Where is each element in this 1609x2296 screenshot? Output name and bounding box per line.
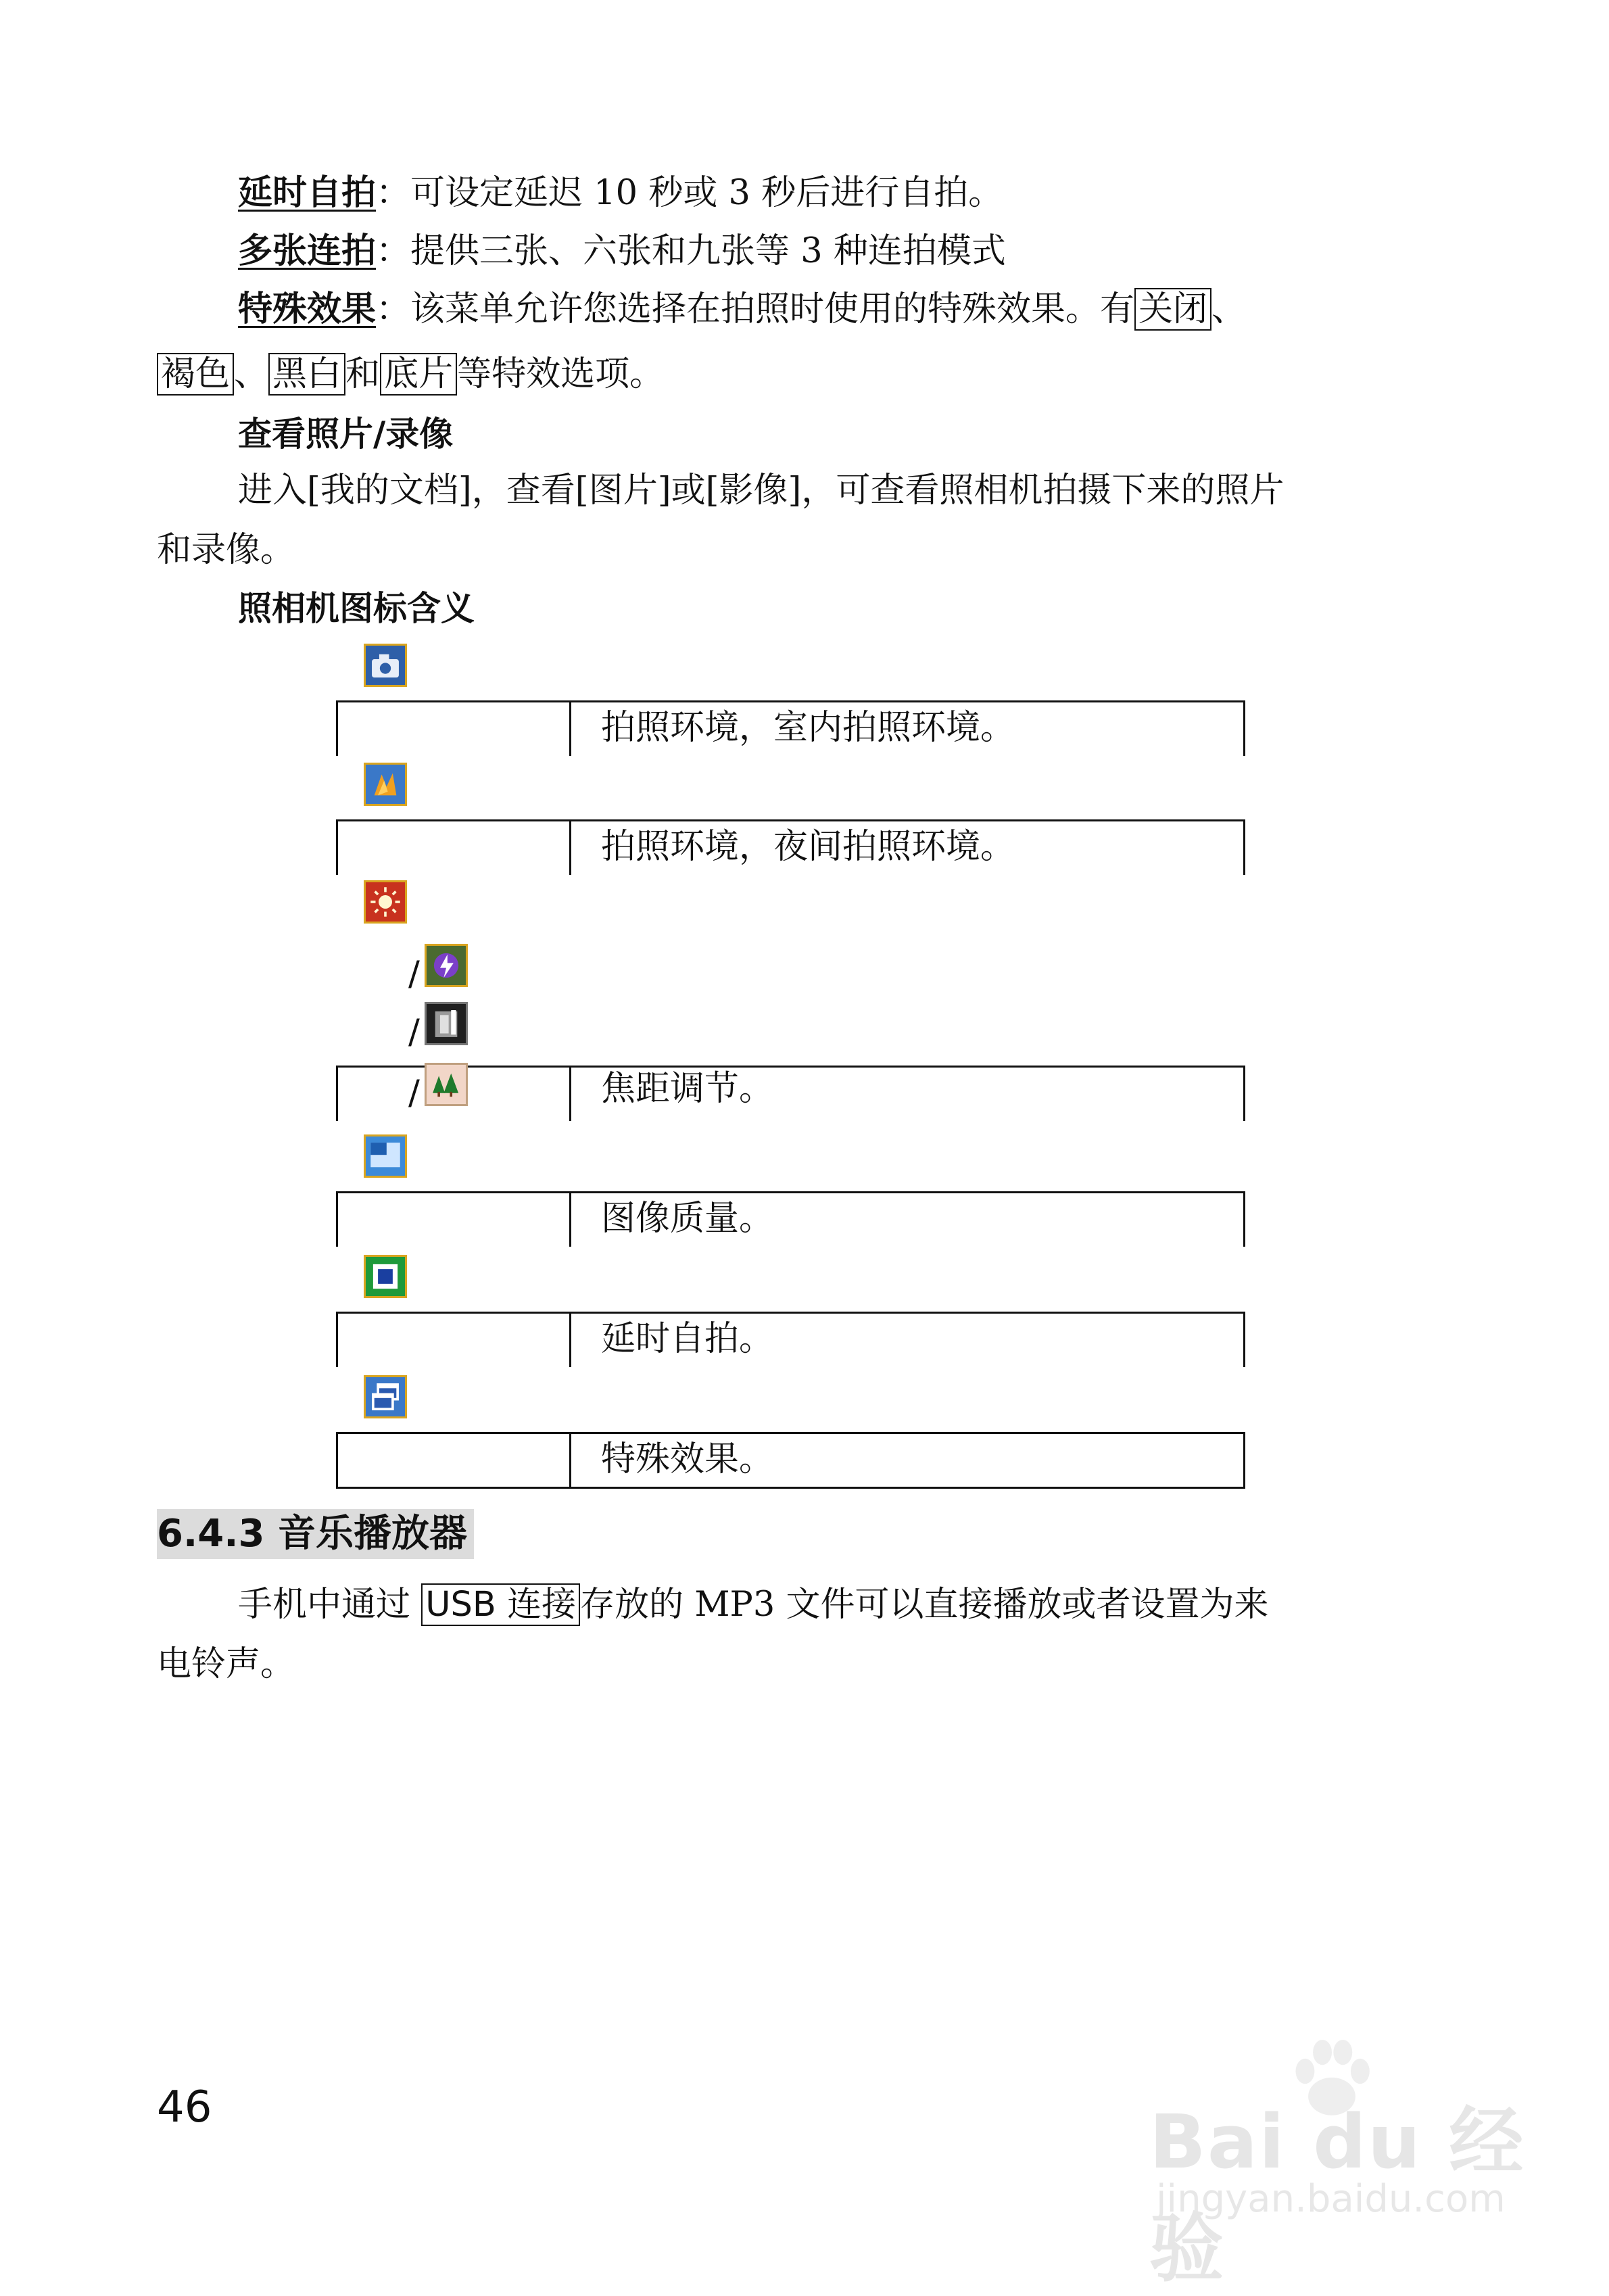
paragraph-text: 等特效选项。 [457, 354, 665, 394]
paragraph-special-effect [238, 288, 1246, 331]
table-cell-desc: 特殊效果。 [601, 1439, 774, 1479]
effect-option-off: 关闭 [1134, 288, 1211, 331]
slash-separator: / [408, 1012, 420, 1051]
table-cell-desc: 延时自拍。 [601, 1319, 774, 1359]
self-timer-icon [364, 1255, 407, 1298]
paragraph-text: ：该菜单允许您选择在拍照时使用的特殊效果。有 [376, 289, 1135, 329]
term-self-timer: 延时自拍 [238, 173, 377, 213]
table-row [336, 1432, 1245, 1489]
separator: 和 [345, 354, 381, 394]
term-burst-shot: 多张连拍 [238, 231, 377, 271]
effect-option-negative: 底片 [380, 353, 457, 396]
paragraph-special-effect-cont [157, 353, 664, 396]
flash-icon [425, 944, 468, 987]
paragraph-view-photos: 进入[我的文档]，查看[图片]或[影像]，可查看照相机拍摄下来的照片 [238, 471, 1284, 510]
effect-option-sepia: 褐色 [157, 353, 234, 396]
slash-separator: / [408, 954, 420, 993]
landscape-icon [425, 1063, 468, 1106]
paragraph-music-player [238, 1583, 1269, 1627]
heading-camera-icons: 照相机图标含义 [238, 589, 475, 628]
special-effect-icon [364, 1375, 407, 1418]
table-row [336, 1191, 1245, 1247]
heading-view-photos: 查看照片/录像 [238, 414, 454, 454]
usb-connection-box: USB 连接 [421, 1583, 580, 1626]
paragraph-text: ：可设定延迟 10 秒或 3 秒后进行自拍。 [376, 173, 1003, 213]
camera-indoor-icon [364, 644, 407, 687]
separator: 、 [234, 354, 269, 394]
paragraph-text: ：提供三张、六张和九张等 3 种连拍模式 [376, 231, 1006, 271]
macro-icon [425, 1002, 468, 1045]
table-cell-desc: 图像质量。 [601, 1199, 774, 1239]
paragraph-burst-shot [238, 230, 1006, 273]
term-special-effect: 特殊效果 [238, 289, 377, 329]
baidu-watermark [1149, 2042, 1528, 2292]
paragraph-text: 手机中通过 [238, 1585, 422, 1625]
section-title-music-player: 6.4.3 音乐播放器 [157, 1509, 474, 1559]
paragraph-self-timer [238, 172, 1003, 215]
table-row [336, 1312, 1245, 1367]
paragraph-view-photos-cont: 和录像。 [157, 530, 295, 570]
table-row [336, 700, 1245, 756]
table-cell-desc: 拍照环境，室内拍照环境。 [601, 708, 1015, 748]
slash-separator: / [408, 1073, 420, 1112]
paragraph-text: 存放的 MP3 文件可以直接播放或者设置为来 [580, 1585, 1269, 1625]
separator: 、 [1211, 289, 1247, 329]
image-quality-icon [364, 1134, 407, 1178]
watermark-url: jingyan.baidu.com [1156, 2177, 1506, 2221]
table-cell-desc: 拍照环境，夜间拍照环境。 [601, 827, 1015, 867]
table-cell-desc: 焦距调节。 [601, 1069, 774, 1109]
paragraph-music-player-cont: 电铃声。 [157, 1644, 295, 1684]
table-row [336, 819, 1245, 875]
watermark-main: Bai du 经验 [1149, 2099, 1525, 2292]
page-number: 46 [157, 2082, 212, 2132]
night-scene-icon [364, 763, 407, 806]
table-row [336, 1066, 1245, 1121]
sun-settings-icon [364, 880, 407, 924]
effect-option-bw: 黑白 [268, 353, 345, 396]
